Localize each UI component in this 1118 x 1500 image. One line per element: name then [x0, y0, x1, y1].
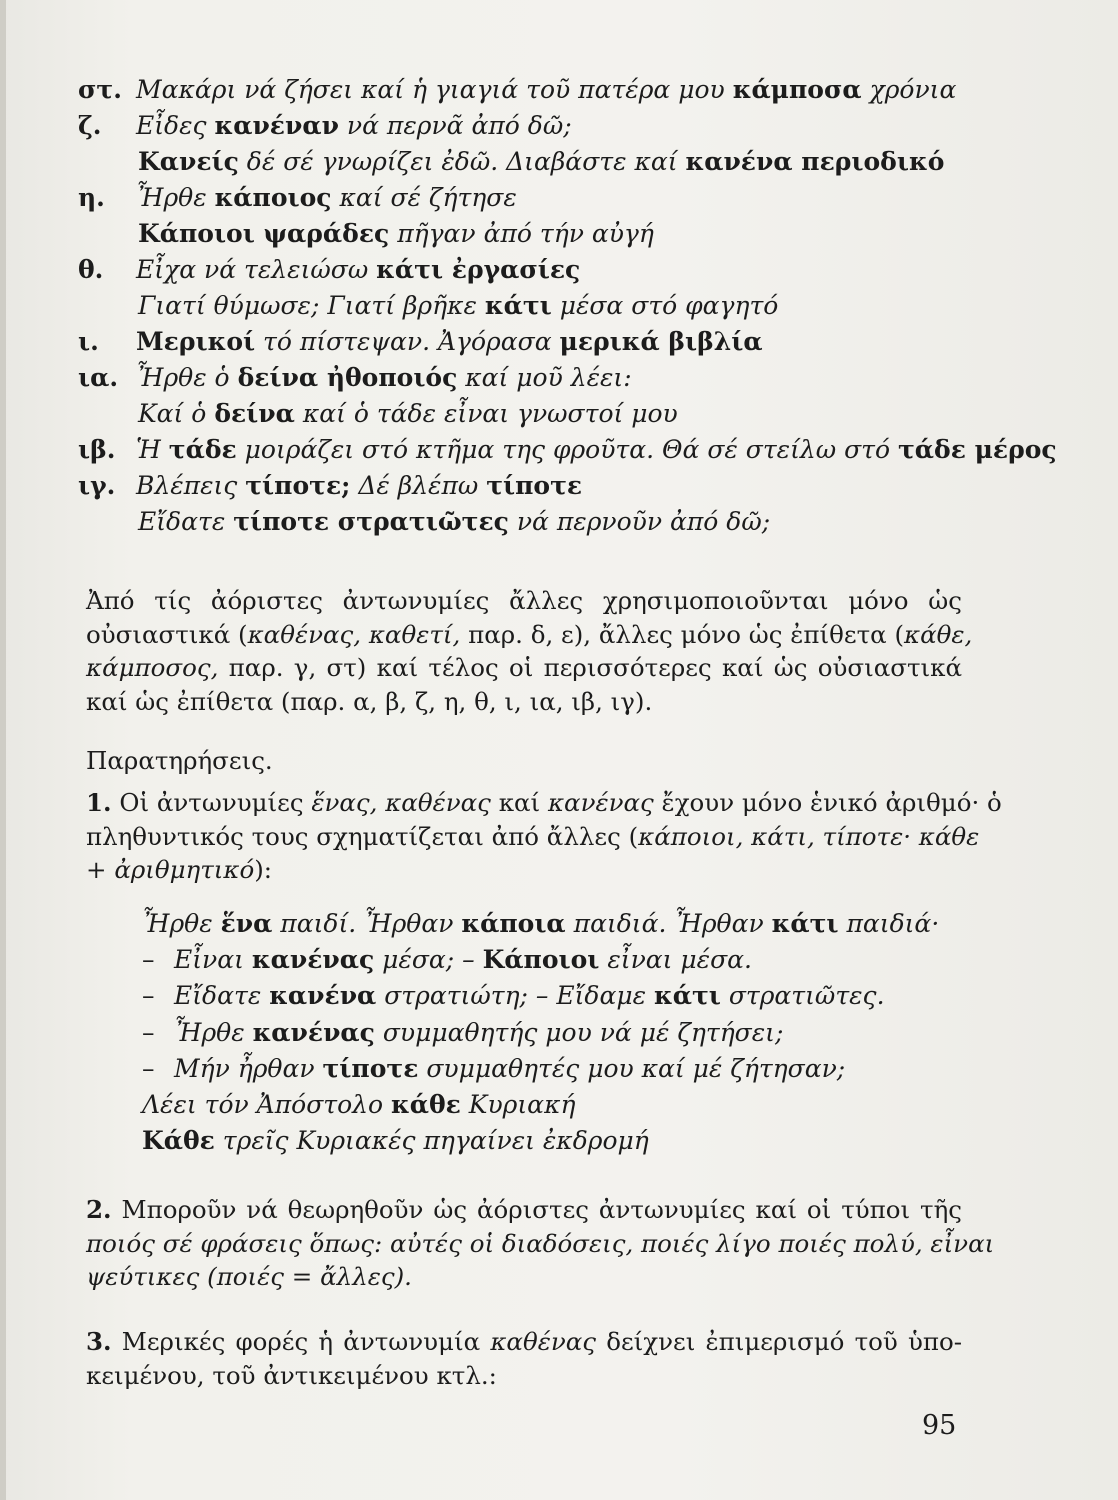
example-fragment: Εἴδατε — [174, 981, 270, 1011]
note-3 — [86, 1325, 962, 1392]
example-fragment: τρεῖς Κυριακές πηγαίνει ἐκδρομή — [214, 1126, 649, 1156]
text-fragment: οὐσιαστικά ( — [86, 619, 248, 649]
text-fragment: ἀριθμητικό — [114, 855, 255, 884]
example-text — [138, 216, 654, 252]
bold-term: ἕνα — [220, 909, 273, 938]
text-line — [86, 1227, 995, 1261]
bold-term: Κάθε — [142, 1126, 215, 1156]
example-row — [78, 144, 978, 180]
text-line — [86, 685, 962, 719]
example-row — [78, 432, 1057, 468]
bold-term: κάτι — [771, 909, 839, 938]
text-line — [86, 1359, 962, 1393]
example-fragment: χρόνια — [861, 75, 957, 104]
text-fragment: κάθε, — [904, 619, 973, 649]
example-text — [174, 978, 885, 1014]
bold-term: κάποιος — [214, 183, 332, 212]
bold-term: δείνα ἠθοποιός — [237, 363, 458, 392]
bold-term: κανένα περιοδικό — [685, 147, 945, 176]
page-number: 95 — [922, 1410, 957, 1441]
example-fragment: στρατιώτη; – Εἴδαμε — [376, 981, 654, 1011]
text-line — [86, 820, 980, 854]
example-text — [138, 504, 770, 540]
bold-term: τάδε μέρος — [897, 435, 1057, 464]
example-fragment: Γιατί θύμωσε; Γιατί βρῆκε — [138, 291, 485, 320]
text-line — [86, 786, 1002, 820]
example-text — [136, 180, 517, 216]
example-fragment: παιδί. Ἦρθαν — [272, 909, 462, 938]
text-fragment: καθένας — [490, 1327, 597, 1356]
example-label: ιβ. — [78, 435, 116, 464]
example-row — [78, 504, 978, 540]
bold-term: Κανείς — [138, 147, 239, 176]
example-text — [174, 1051, 845, 1087]
example-text — [142, 1087, 575, 1123]
bold-term: κάμποσα — [732, 75, 862, 104]
observations-title — [86, 744, 962, 778]
text-fragment: Ἀπό τίς ἀόριστες ἀντωνυμίες ἄλλες χρησιμοποιοῦνται μόνο ὡς — [86, 586, 962, 615]
example-label: η. — [78, 183, 105, 212]
example-fragment: νά περνᾶ ἀπό δῶ; — [338, 111, 572, 140]
example-fragment: εἶναι μέσα. — [599, 945, 752, 975]
example-fragment: Λέει τόν Ἀπόστολο — [142, 1089, 391, 1119]
example-fragment: νά περνοῦν ἀπό δῶ; — [508, 507, 771, 536]
example-text — [174, 942, 752, 978]
dialogue-dash: – — [142, 1053, 155, 1083]
text-line — [86, 618, 973, 652]
example-fragment: Κυριακή — [460, 1089, 576, 1119]
text-fragment: κανένας — [547, 788, 654, 817]
dialogue-dash: – — [142, 945, 155, 975]
text-line — [86, 1193, 962, 1227]
example-row — [86, 978, 966, 1014]
bold-term: τίποτε στρατιῶτες — [233, 507, 509, 536]
examples-list-2 — [86, 906, 966, 1159]
note-number: 3. — [86, 1327, 112, 1356]
paragraph-usage — [86, 584, 973, 718]
example-fragment: Καί ὁ — [138, 399, 215, 428]
bold-term: τάδε — [168, 435, 237, 464]
text-fragment: ): — [254, 855, 273, 884]
text-fragment: + — [86, 855, 115, 884]
example-fragment: καί ὁ τάδε εἶναι γνωστοί μου — [294, 399, 678, 428]
bold-term: Κάποιοι — [482, 945, 600, 975]
example-row — [86, 942, 966, 978]
example-fragment: Βλέπεις — [136, 471, 246, 500]
example-fragment: Ἦρθε — [174, 1017, 253, 1047]
example-row — [78, 324, 978, 360]
text-fragment: καί — [490, 788, 548, 817]
example-fragment: Ἦρθε — [142, 909, 221, 938]
text-line — [86, 1325, 962, 1359]
note-number: 1. — [86, 788, 112, 817]
text-fragment: Μποροῦν νά θεωρηθοῦν ὡς ἀόριστες ἀντωνυμίες καί οἱ τύποι τῆς — [111, 1195, 962, 1224]
bold-term: κανένας — [251, 945, 375, 975]
note-2 — [86, 1193, 995, 1294]
bold-term: κανένα — [269, 981, 377, 1011]
example-row — [78, 216, 978, 252]
dialogue-dash: – — [142, 1017, 155, 1047]
example-fragment: καί μοῦ λέει: — [457, 363, 632, 392]
example-row — [78, 108, 978, 144]
text-line — [86, 651, 962, 685]
example-row — [86, 1087, 966, 1123]
example-fragment: παιδιά. Ἦρθαν — [565, 909, 772, 938]
example-row — [78, 72, 978, 108]
example-row — [78, 468, 978, 504]
example-text — [136, 468, 582, 504]
example-row — [78, 396, 978, 432]
example-fragment: δέ σέ γνωρίζει ἐδῶ. Διαβάστε καί — [238, 147, 686, 176]
example-text — [138, 144, 944, 180]
bold-term: κάτι — [484, 291, 552, 320]
bold-term: κανένας — [252, 1017, 375, 1047]
text-fragment: κάμποσος, — [86, 653, 219, 682]
example-text — [142, 1123, 649, 1159]
example-fragment: Εἶδες — [136, 111, 215, 140]
bold-term: τίποτε — [322, 1053, 419, 1083]
example-label: ιγ. — [78, 471, 116, 500]
example-fragment: συμμαθητής μου νά μέ ζητήσει; — [374, 1017, 784, 1047]
text-fragment: παρ. γ, στ) καί τέλος οἱ περισσότερες καί ὡς οὐσιαστικά — [218, 653, 962, 682]
example-label: στ. — [78, 75, 122, 104]
text-fragment: ψεύτικες (ποιές = ἄλλες). — [86, 1262, 412, 1291]
text-fragment: παρ. δ, ε), ἄλλες μόνο ὡς ἐπίθετα ( — [460, 619, 905, 649]
note-number: 2. — [86, 1195, 112, 1224]
example-fragment: μέσα; – — [374, 945, 483, 975]
example-row — [78, 180, 978, 216]
example-row — [78, 288, 978, 324]
example-fragment: τό πίστεψαν. Ἀγόρασα — [255, 327, 560, 356]
example-label: ια. — [78, 363, 119, 392]
text-line — [86, 853, 962, 887]
example-fragment: καί σέ ζήτησε — [331, 183, 517, 212]
example-fragment: Ἦρθε — [136, 183, 215, 212]
examples-list — [78, 72, 1057, 540]
example-fragment: παιδιά· — [838, 909, 940, 938]
text-line — [86, 1260, 962, 1294]
example-fragment: Μήν ἦρθαν — [174, 1053, 323, 1083]
text-fragment: ποιός σέ φράσεις ὅπως: αὐτές οἱ διαδόσεις, ποιές λίγο ποιές πολύ, εἶναι — [86, 1228, 995, 1258]
text-line — [86, 584, 962, 618]
example-text — [136, 432, 1057, 468]
bold-term: δείνα — [214, 399, 295, 428]
text-fragment: ἔχουν μόνο ἑνικό ἀριθμό· ὁ — [653, 788, 1002, 817]
bold-term: τίποτε; — [245, 471, 351, 500]
example-text — [174, 1015, 783, 1051]
example-text — [136, 324, 763, 360]
example-fragment: Μακάρι νά ζήσει καί ἡ γιαγιά τοῦ πατέρα μου — [136, 75, 733, 104]
example-fragment: Ἦρθε ὁ — [136, 363, 238, 392]
example-text — [138, 396, 678, 432]
bold-term: κάτι — [653, 981, 721, 1011]
observations-heading: Παρατηρήσεις. — [86, 746, 273, 775]
example-row — [86, 1051, 966, 1087]
text-fragment: Οἱ ἀντωνυμίες — [111, 788, 312, 817]
bold-term: μερικά βιβλία — [559, 327, 763, 356]
note-1 — [86, 786, 1002, 887]
example-fragment: Εἶναι — [174, 945, 252, 975]
text-fragment: καθένας, καθετί, — [247, 619, 461, 649]
text-fragment: καί ὡς ἐπίθετα (παρ. α, β, ζ, η, θ, ι, ια, ιβ, ιγ). — [86, 686, 653, 716]
page-edge — [0, 0, 6, 1500]
bold-term: κανέναν — [214, 111, 339, 140]
text-fragment: Μερικές φορές ἡ ἀντωνυμία — [111, 1327, 491, 1356]
bold-term: Μερικοί — [136, 327, 256, 356]
example-fragment: Εἴδατε — [138, 507, 234, 536]
example-text — [136, 72, 956, 108]
example-fragment: στρατιῶτες. — [720, 981, 885, 1011]
example-text — [138, 288, 778, 324]
example-fragment: Δέ βλέπω — [350, 471, 487, 500]
example-label: ζ. — [78, 111, 102, 140]
example-row — [78, 252, 978, 288]
example-label: ι. — [78, 327, 99, 356]
example-fragment: Ἡ — [136, 435, 169, 464]
example-row — [86, 1015, 966, 1051]
example-fragment: συμμαθητές μου καί μέ ζήτησαν; — [418, 1053, 846, 1083]
example-text — [136, 360, 632, 396]
example-fragment: μοιράζει στό κτῆμα της φροῦτα. Θά σέ στείλω στό — [236, 435, 898, 464]
bold-term: τίποτε — [486, 471, 583, 500]
example-row — [86, 1123, 966, 1159]
text-fragment: ἕνας, καθένας — [311, 788, 491, 817]
example-fragment: Εἶχα νά τελειώσω — [136, 255, 377, 284]
example-row — [86, 906, 966, 942]
example-row — [78, 360, 978, 396]
example-text — [136, 108, 572, 144]
text-fragment: δείχνει ἐπιμερισμό τοῦ ὑπο- — [596, 1327, 963, 1356]
example-label: θ. — [78, 255, 104, 284]
example-text — [142, 906, 939, 942]
bold-term: κάποια — [461, 909, 566, 938]
text-fragment: πληθυντικός τους σχηματίζεται ἀπό ἄλλες ( — [86, 821, 639, 851]
bold-term: κάθε — [391, 1089, 461, 1119]
text-fragment: κάποιοι, κάτι, τίποτε· κάθε — [638, 821, 980, 851]
bold-term: κάτι ἐργασίες — [376, 255, 581, 284]
example-text — [136, 252, 580, 288]
dialogue-dash: – — [142, 981, 155, 1011]
example-fragment: μέσα στό φαγητό — [551, 291, 779, 320]
example-fragment: πῆγαν ἀπό τήν αὐγή — [389, 219, 654, 248]
bold-term: Κάποιοι ψαράδες — [138, 219, 390, 248]
text-fragment: κειμένου, τοῦ ἀντικειμένου κτλ.: — [86, 1360, 497, 1390]
